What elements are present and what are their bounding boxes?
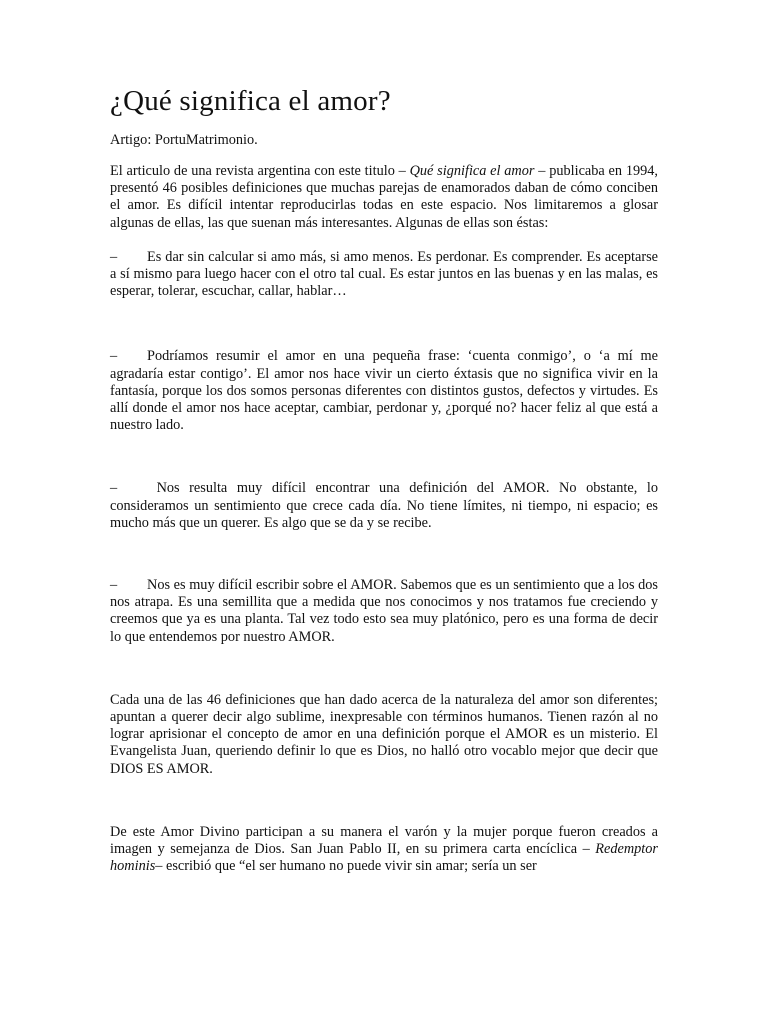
document-title: ¿Qué significa el amor?	[110, 85, 391, 117]
final-paragraph	[110, 824, 658, 876]
final-text-after: – escribió que “el ser humano no puede vivir sin amar; sería un ser	[155, 858, 537, 875]
definition-text-1: Es dar sin calcular si amo más, si amo menos. Es perdonar. Es comprender. Es aceptarse a sí mismo para luego hacer con el otro tal cual. Es estar juntos en las buenas y en las malas, es esperar, tolerar, escuchar, callar, hablar…	[110, 248, 658, 300]
conclusion-paragraph: Cada una de las 46 definiciones que han dado acerca de la naturaleza del amor son diferentes; apuntan a querer decir algo sublime, inexpresable con términos humanos. Tienen razón al no lograr aprisionar el concepto de amor en una definición porque el AMOR es un misterio. El Evangelista Juan, queriendo definir lo que es Dios, no halló otro vocablo mejor que decir que DIOS ES AMOR.	[110, 691, 658, 777]
intro-paragraph	[110, 163, 658, 232]
intro-text-before: El articulo de una revista argentina con este titulo –	[110, 163, 406, 179]
intro-text-after: – publicaba en 1994, presentó 46 posibles definiciones que muchas parejas de enamorados daban de cómo conciben el amor. Es difícil intentar reproducirlas todas en este espacio. Nos limitaremos a glosar algunas de ellas, las que suenan más interesantes. Algunas de ellas son éstas:	[110, 163, 658, 231]
list-dash: –	[110, 577, 118, 594]
list-dash: –	[110, 248, 118, 265]
final-emphasis: Redemptor hominis	[110, 841, 658, 875]
final-text-before: De este Amor Divino participan a su manera el varón y la mujer porque fueron creados a imagen y semejanza de Dios. San Juan Pablo II, en su primera carta encíclica –	[110, 823, 658, 858]
list-dash: –	[110, 348, 118, 365]
definition-text-2: Podríamos resumir el amor en una pequeña frase: ‘cuenta conmigo’, o ‘a mí me agradaría estar contigo’. El amor nos hace vivir un cierto éxtasis que no significa vivir en la fantasía, porque los dos somos personas diferentes con distintos gustos, defectos y virtudes. Es allí donde el amor nos hace aceptar, cambiar, perdonar y, ¿porqué no? hacer feliz al que está a nuestro lado.	[110, 348, 658, 434]
definition-text-4: Nos es muy difícil escribir sobre el AMOR. Sabemos que es un sentimiento que a los dos nos atrapa. Es una semillita que a medida que nos conocimos y nos tratamos fue creciendo y creemos que ya es una planta. Tal vez todo esto sea muy platónico, pero es una forma de decir lo que entendemos por nuestro AMOR.	[110, 577, 658, 645]
definition-item-2	[110, 348, 658, 434]
definition-item-4	[110, 577, 658, 646]
definition-item-3	[110, 480, 658, 532]
byline: Artigo: PortuMatrimonio.	[110, 131, 258, 148]
intro-emphasis: Qué significa el amor	[409, 163, 535, 179]
definition-text-3: Nos resulta muy difícil encontrar una definición del AMOR. No obstante, lo consideramos un sentimiento que crece cada día. No tiene límites, ni tiempo, ni espacio; es mucho más que un querer. Es algo que se da y se recibe.	[110, 480, 658, 531]
document-page	[110, 84, 658, 875]
list-dash: –	[110, 480, 118, 497]
definition-item-1	[110, 249, 658, 301]
